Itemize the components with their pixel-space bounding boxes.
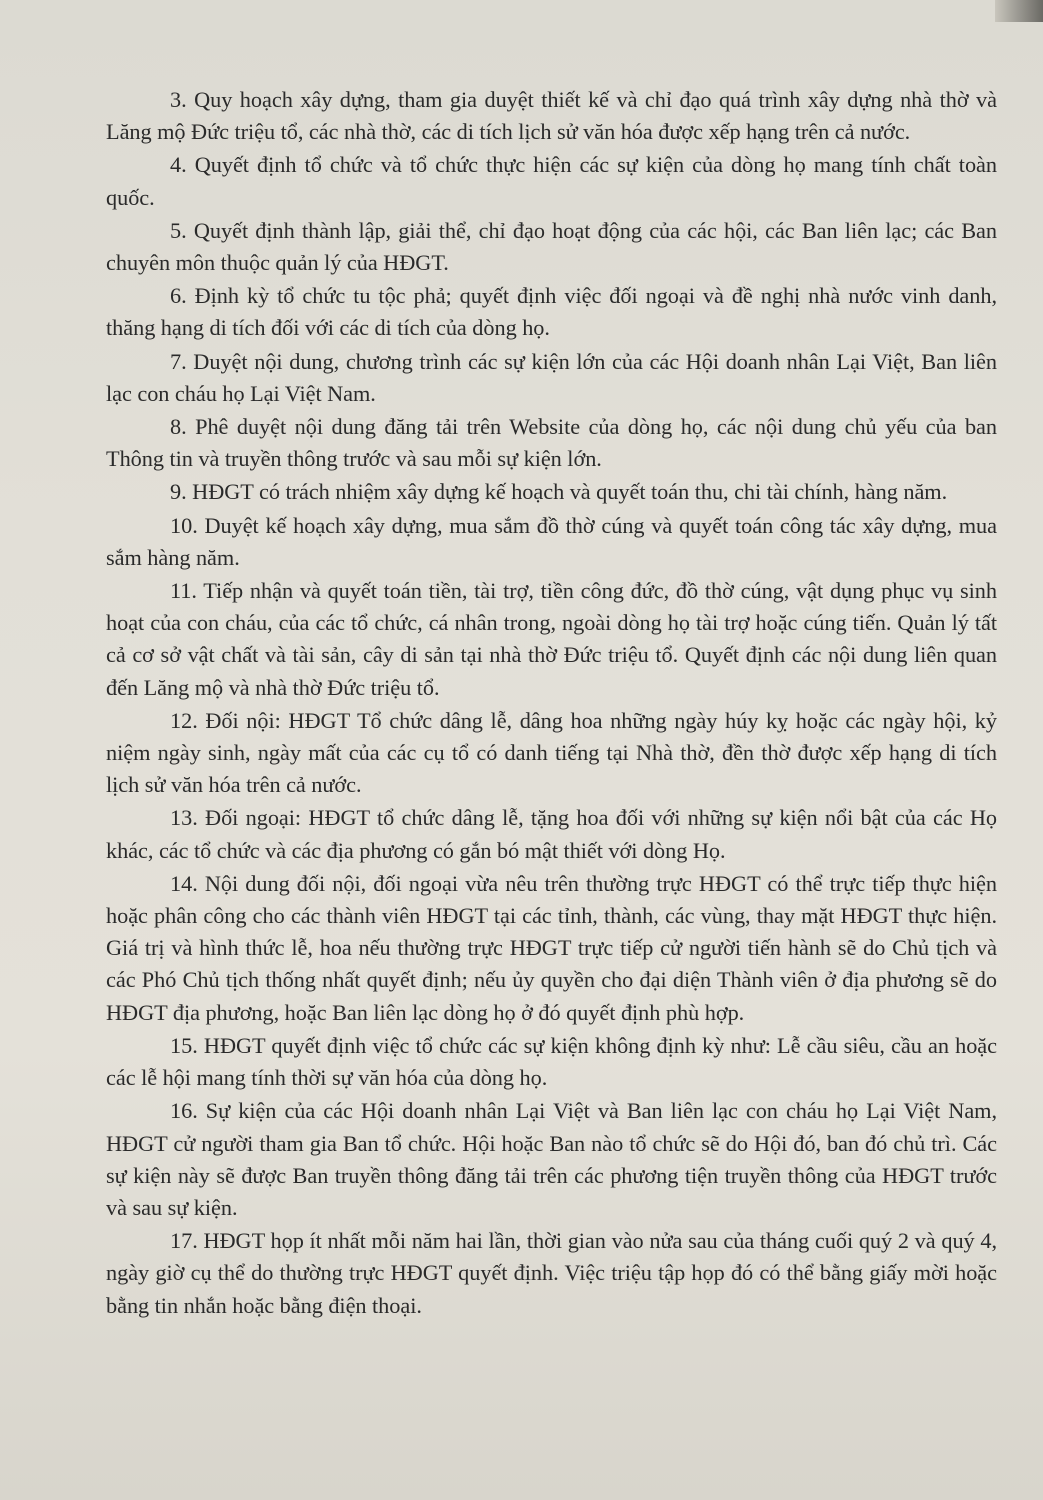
- paragraph-17: 17. HĐGT họp ít nhất mỗi năm hai lần, thời gian vào nửa sau của tháng cuối quý 2 và quý 4, ngày giờ cụ thể do thường trực HĐGT quyết định. Việc triệu tập họp đó có thể bằng giấy mời hoặc bằng tin nhắn hoặc bằng điện thoại.: [106, 1228, 997, 1318]
- paragraph-7: 7. Duyệt nội dung, chương trình các sự kiện lớn của các Hội doanh nhân Lại Việt, Ban liên lạc con cháu họ Lại Việt Nam.: [106, 348, 997, 406]
- paragraph-14: 14. Nội dung đối nội, đối ngoại vừa nêu trên thường trực HĐGT có thể trực tiếp thực hiện hoặc phân công cho các thành viên HĐGT tại các tỉnh, thành, các vùng, thay mặt HĐGT thực hiện. Giá trị và hình thức lễ, hoa nếu thường trực HĐGT trực tiếp cử người tiến hành sẽ do Chủ tịch và các Phó Chủ tịch thống nhất quyết định; nếu ủy quyền cho đại diện Thành viên ở địa phương sẽ do HĐGT địa phương, hoặc Ban liên lạc dòng họ ở đó quyết định phù hợp.: [106, 870, 997, 1025]
- paragraph-12: 12. Đối nội: HĐGT Tổ chức dâng lễ, dâng hoa những ngày húy kỵ hoặc các ngày hội, kỷ niệm ngày sinh, ngày mất của các cụ tổ có danh tiếng tại Nhà thờ, đền thờ được xếp hạng di tích lịch sử văn hóa trên cả nước.: [106, 707, 997, 798]
- paragraph-16: 16. Sự kiện của các Hội doanh nhân Lại Việt và Ban liên lạc con cháu họ Lại Việt Nam, HĐGT cử người tham gia Ban tổ chức. Hội hoặc Ban nào tổ chức sẽ do Hội đó, ban đó chủ trì. Các sự kiện này sẽ được Ban truyền thông đăng tải trên các phương tiện truyền thông của HĐGT trước và sau sự kiện.: [106, 1098, 997, 1220]
- paragraph-9: 9. HĐGT có trách nhiệm xây dựng kế hoạch và quyết toán thu, chi tài chính, hàng năm.: [170, 479, 948, 505]
- paragraph-11: 11. Tiếp nhận và quyết toán tiền, tài trợ, tiền công đức, đồ thờ cúng, vật dụng phục vụ sinh hoạt của con cháu, của các tổ chức, cá nhân trong, ngoài dòng họ tài trợ hoặc cúng tiến. Quản lý tất cả cơ sở vật chất và tài sản, cây di sản tại nhà thờ Đức triệu tổ. Quyết định các nội dung liên quan đến Lăng mộ và nhà thờ Đức triệu tổ.: [106, 578, 997, 700]
- page-corner-shadow: [995, 0, 1043, 22]
- paragraph-4: 4. Quyết định tổ chức và tổ chức thực hiện các sự kiện của dòng họ mang tính chất toàn quốc.: [106, 152, 997, 210]
- paragraph-13: 13. Đối ngoại: HĐGT tổ chức dâng lễ, tặng hoa đối với những sự kiện nổi bật của các Họ khác, các tổ chức và các địa phương có gắn bó mật thiết với dòng Họ.: [106, 805, 997, 863]
- paragraph-5: 5. Quyết định thành lập, giải thể, chỉ đạo hoạt động của các hội, các Ban liên lạc; các Ban chuyên môn thuộc quản lý của HĐGT.: [106, 217, 997, 276]
- paragraph-3: 3. Quy hoạch xây dựng, tham gia duyệt thiết kế và chỉ đạo quá trình xây dựng nhà thờ và Lăng mộ Đức triệu tổ, các nhà thờ, các di tích lịch sử văn hóa được xếp hạng trên cả nước.: [106, 87, 997, 145]
- paragraph-10: 10. Duyệt kế hoạch xây dựng, mua sắm đồ thờ cúng và quyết toán công tác xây dựng, mua sắm hàng năm.: [106, 512, 997, 570]
- paragraph-8: 8. Phê duyệt nội dung đăng tải trên Website của dòng họ, các nội dung chủ yếu của ban Thông tin và truyền thông trước và sau mỗi sự kiện lớn.: [106, 414, 997, 472]
- paragraph-15: 15. HĐGT quyết định việc tổ chức các sự kiện không định kỳ như: Lễ cầu siêu, cầu an hoặc các lễ hội mang tính thời sự văn hóa của dòng họ.: [106, 1032, 997, 1091]
- paragraph-6: 6. Định kỳ tổ chức tu tộc phả; quyết định việc đối ngoại và đề nghị nhà nước vinh danh, thăng hạng di tích đối với các di tích của dòng họ.: [106, 283, 997, 341]
